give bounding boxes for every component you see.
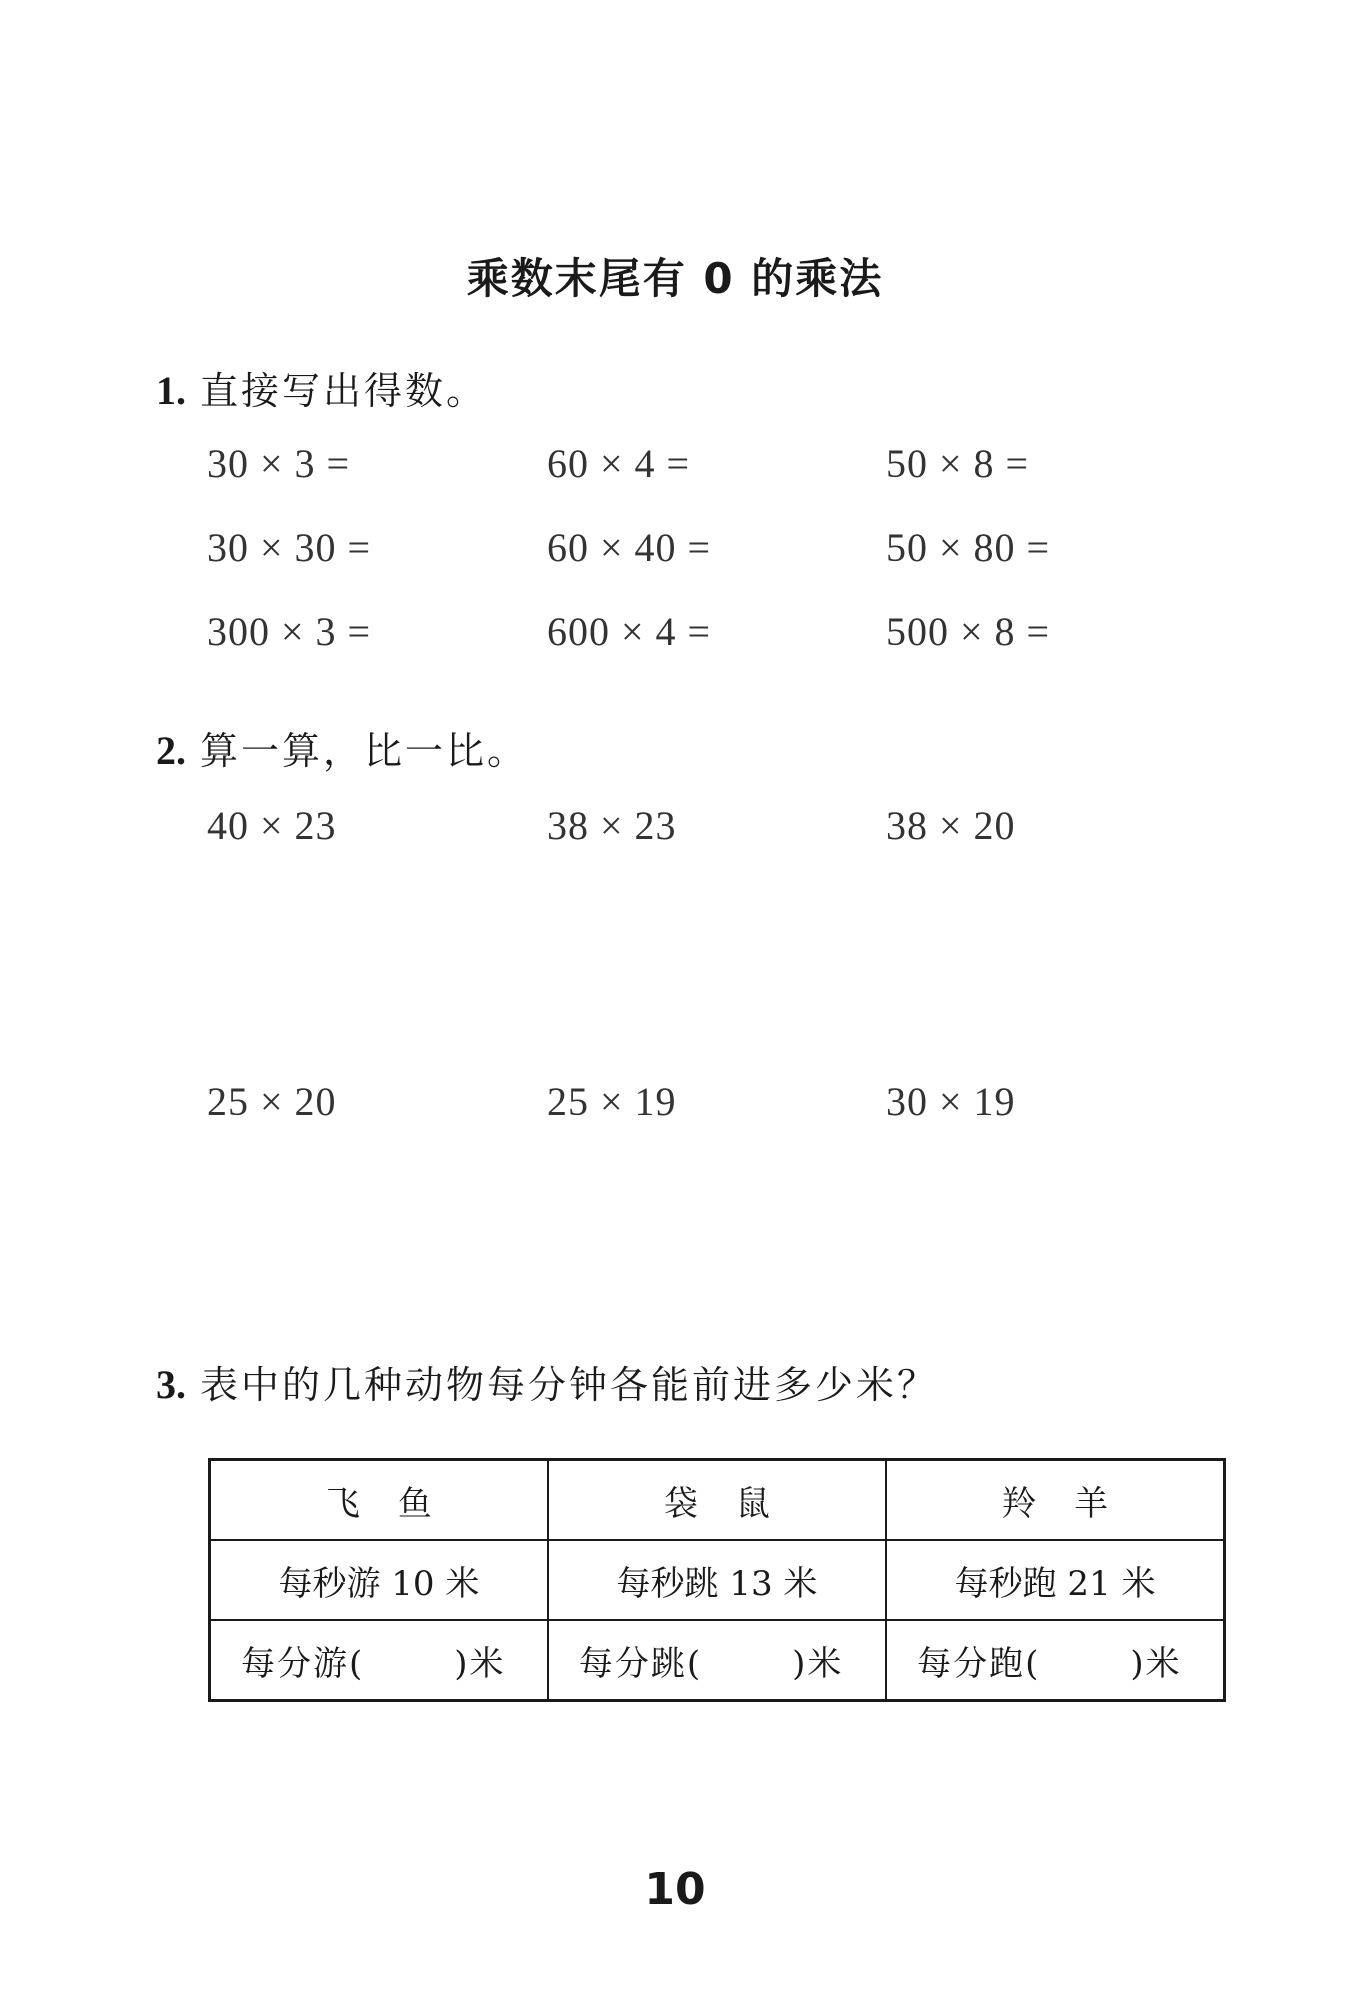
question-2 — [156, 720, 528, 775]
q2-expr: 40 × 23 — [207, 803, 337, 848]
table-row — [210, 1620, 1225, 1701]
q2-expr: 25 × 20 — [207, 1079, 337, 1124]
q2-expr: 38 × 20 — [886, 803, 1016, 848]
per-minute-unit: )米 — [792, 1643, 844, 1684]
per-minute-cell — [548, 1620, 886, 1701]
q2-expr: 38 × 23 — [547, 803, 677, 848]
q2-expr: 30 × 19 — [886, 1079, 1016, 1124]
per-minute-unit: )米 — [1130, 1643, 1182, 1684]
q1-expr: 60 × 40 = — [547, 525, 712, 570]
per-minute-cell — [886, 1620, 1224, 1701]
question-3-text: 表中的几种动物每分钟各能前进多少米？ — [200, 1363, 939, 1407]
table-row — [210, 1540, 1225, 1620]
animal-speed-table — [208, 1458, 1226, 1702]
table-header-row — [210, 1460, 1225, 1541]
q1-expr: 600 × 4 = — [547, 609, 712, 654]
q2-expr: 25 × 19 — [547, 1079, 677, 1124]
page-title: 乘数末尾有 0 的乘法 — [466, 254, 884, 303]
q1-expr: 50 × 8 = — [886, 441, 1030, 486]
question-1-text: 直接写出得数。 — [200, 369, 488, 413]
q1-expr: 30 × 3 = — [207, 441, 351, 486]
q1-expr: 300 × 3 = — [207, 609, 372, 654]
per-second-cell: 每秒跑 21 米 — [886, 1540, 1224, 1620]
page-number: 10 — [644, 1864, 706, 1915]
question-2-text: 算一算，比一比。 — [200, 729, 529, 773]
q1-expr: 50 × 80 = — [886, 525, 1051, 570]
per-minute-unit: )米 — [454, 1643, 506, 1684]
per-second-cell: 每秒游 10 米 — [210, 1540, 548, 1620]
q1-expr: 500 × 8 = — [886, 609, 1051, 654]
per-minute-cell — [210, 1620, 548, 1701]
question-3-number: 3. — [156, 1362, 186, 1407]
per-minute-label: 每分跑( — [917, 1643, 1041, 1684]
question-1 — [156, 360, 487, 415]
question-1-number: 1. — [156, 368, 186, 413]
header-kangaroo: 袋鼠 — [548, 1460, 886, 1541]
question-2-number: 2. — [156, 728, 186, 773]
per-second-cell: 每秒跳 13 米 — [548, 1540, 886, 1620]
per-minute-label: 每分跳( — [578, 1643, 703, 1684]
header-flying-fish: 飞鱼 — [210, 1460, 548, 1541]
q1-expr: 30 × 30 = — [207, 525, 372, 570]
per-minute-label: 每分游( — [241, 1643, 365, 1684]
q1-expr: 60 × 4 = — [547, 441, 691, 486]
header-antelope: 羚羊 — [886, 1460, 1224, 1541]
question-3 — [156, 1354, 938, 1409]
